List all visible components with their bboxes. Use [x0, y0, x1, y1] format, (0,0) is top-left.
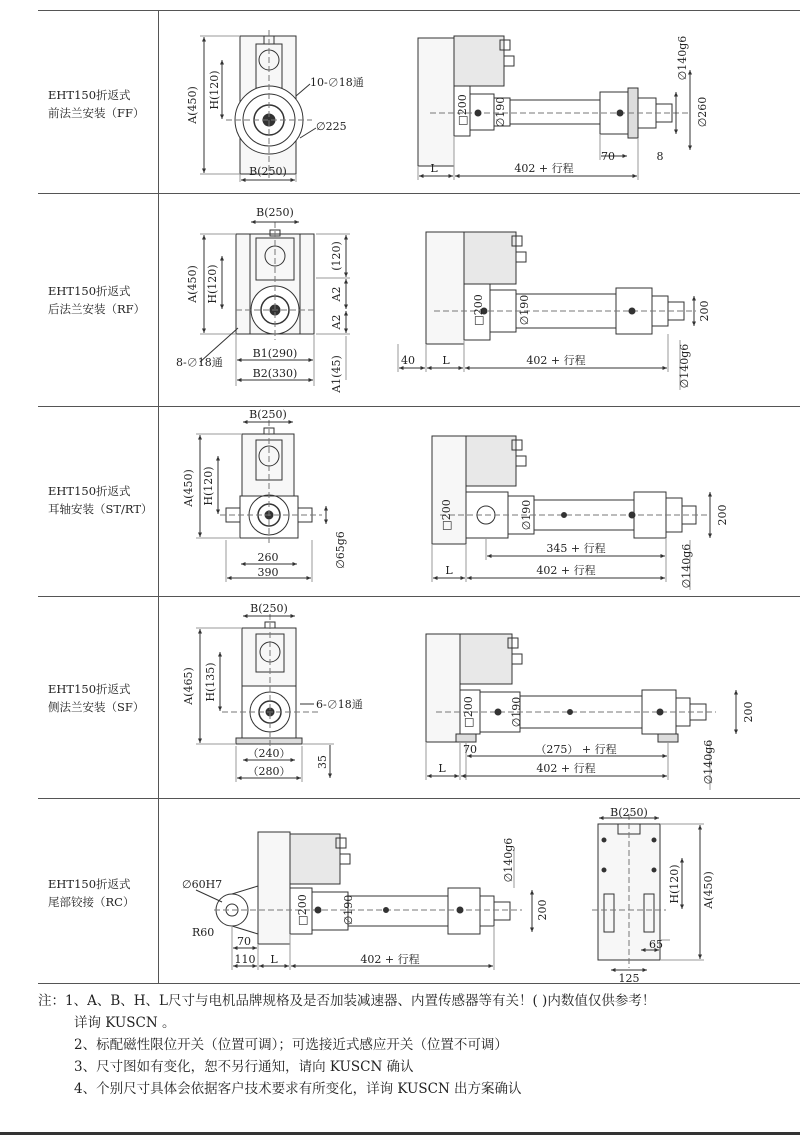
row-label-line: 前法兰安装（FF）: [48, 106, 145, 120]
dim-label: ∅140g6: [680, 543, 693, 589]
dim-label: 402 + 行程: [526, 354, 586, 367]
dim-label: ∅190: [342, 894, 355, 926]
dim-label: □200: [456, 94, 469, 126]
notes-section: [38, 990, 778, 1100]
rc-side-view: [196, 832, 532, 970]
row-label-line: EHT150折返式: [48, 682, 131, 696]
note-line: 4、个别尺寸具体会依据客户技术要求有所变化，详询 KUSCN 出方案确认: [74, 1081, 522, 1097]
dim-label: ∅190: [520, 499, 533, 531]
dim-label: ∅140g6: [678, 343, 691, 389]
dim-label: ∅140g6: [502, 837, 515, 883]
dim-label: B(250): [610, 806, 648, 819]
dim-label: □200: [440, 499, 453, 531]
dim-label: A(465): [182, 667, 195, 705]
dim-label: B1(290): [252, 347, 298, 360]
dim-label: (120): [330, 241, 343, 271]
dim-label: H(120): [202, 466, 215, 506]
note-line: 详询 KUSCN 。: [74, 1015, 176, 1031]
dim-label: □200: [462, 696, 475, 728]
dim-label: B(250): [249, 165, 287, 178]
dim-label: （280）: [247, 765, 291, 778]
dim-label: 200: [716, 504, 729, 526]
dim-label: □200: [472, 294, 485, 326]
dim-label: 200: [742, 701, 755, 723]
dim-label: ∅190: [510, 696, 523, 728]
dim-label: L: [445, 564, 453, 577]
dim-label: 260: [257, 551, 279, 564]
dim-label: ∅140g6: [702, 739, 715, 785]
dim-label: A(450): [186, 86, 199, 124]
dim-label: H(120): [208, 70, 221, 110]
rc-end-view: [592, 814, 704, 970]
dim-label: 390: [257, 566, 279, 579]
note-line: 3、尺寸图如有变化，恕不另行通知，请向 KUSCN 确认: [74, 1059, 414, 1075]
dim-label: 402 + 行程: [536, 762, 596, 775]
row-label-line: EHT150折返式: [48, 877, 131, 891]
dim-label: ∅260: [696, 96, 709, 128]
dim-label: H(120): [206, 264, 219, 304]
dim-label: A2: [330, 286, 343, 302]
dim-label: L: [438, 762, 446, 775]
dim-label: 70: [463, 743, 477, 756]
dim-label: 402 + 行程: [514, 162, 574, 175]
dim-label: 10-∅18通: [310, 76, 364, 89]
dim-label: B2(330): [252, 367, 298, 380]
row-label-line: EHT150折返式: [48, 284, 131, 298]
note-line: 2、标配磁性限位开关（位置可调）；可选接近式感应开关（位置不可调）: [74, 1037, 508, 1053]
dim-label: L: [442, 354, 450, 367]
dim-label: A(450): [186, 265, 199, 303]
dim-label: H(120): [668, 864, 681, 904]
dim-label: 6-∅18通: [316, 698, 363, 711]
dim-label: ∅190: [494, 96, 507, 128]
dim-label: B(250): [256, 206, 294, 219]
row-label-line: 尾部铰接（RC）: [48, 895, 135, 909]
dim-label: 70: [601, 150, 615, 163]
dim-label: L: [430, 162, 438, 175]
dim-label: L: [270, 953, 278, 966]
dim-label: B(250): [249, 408, 287, 421]
note-line: 注：1、A、B、H、L尺寸与电机品牌规格及是否加装减速器、内置传感器等有关！( )内数值仅供参考！: [38, 993, 656, 1009]
dim-label: 200: [698, 300, 711, 322]
dim-label: 8-∅18通: [176, 356, 223, 369]
dim-label: ∅65g6: [334, 531, 347, 569]
dim-label: H(135): [204, 662, 217, 702]
dim-label: A2: [330, 314, 343, 330]
dim-label: A(450): [702, 871, 715, 909]
dim-label: （275） + 行程: [535, 743, 617, 756]
row-label-line: 后法兰安装（RF）: [48, 302, 146, 316]
dim-label: A(450): [182, 469, 195, 507]
row-label-line: EHT150折返式: [48, 484, 131, 498]
dim-label: 110: [234, 953, 256, 966]
dim-label: 40: [401, 354, 415, 367]
page-bottom-rule: [0, 1132, 800, 1135]
dim-label: ∅60H7: [182, 878, 223, 891]
dim-label: 35: [316, 755, 329, 769]
dim-label: 65: [649, 938, 663, 951]
dim-label: 402 + 行程: [360, 953, 420, 966]
dim-label: ∅225: [316, 120, 347, 133]
dim-label: B(250): [250, 602, 288, 615]
dim-label: （240）: [247, 747, 291, 760]
dim-label: A1(45): [330, 355, 343, 393]
dim-label: 8: [656, 150, 664, 163]
dim-label: R60: [192, 926, 215, 939]
row-label-line: EHT150折返式: [48, 88, 131, 102]
dim-label: 345 + 行程: [546, 542, 606, 555]
dim-label: 402 + 行程: [536, 564, 596, 577]
dim-label: 70: [237, 935, 251, 948]
dim-label: ∅190: [518, 294, 531, 326]
dim-label: 125: [618, 972, 640, 985]
dim-label: □200: [296, 894, 309, 926]
dim-label: ∅140g6: [676, 35, 689, 81]
row-label-line: 侧法兰安装（SF）: [48, 700, 145, 714]
row-label-line: 耳轴安装（ST/RT）: [48, 502, 153, 516]
dim-label: 200: [536, 899, 549, 921]
